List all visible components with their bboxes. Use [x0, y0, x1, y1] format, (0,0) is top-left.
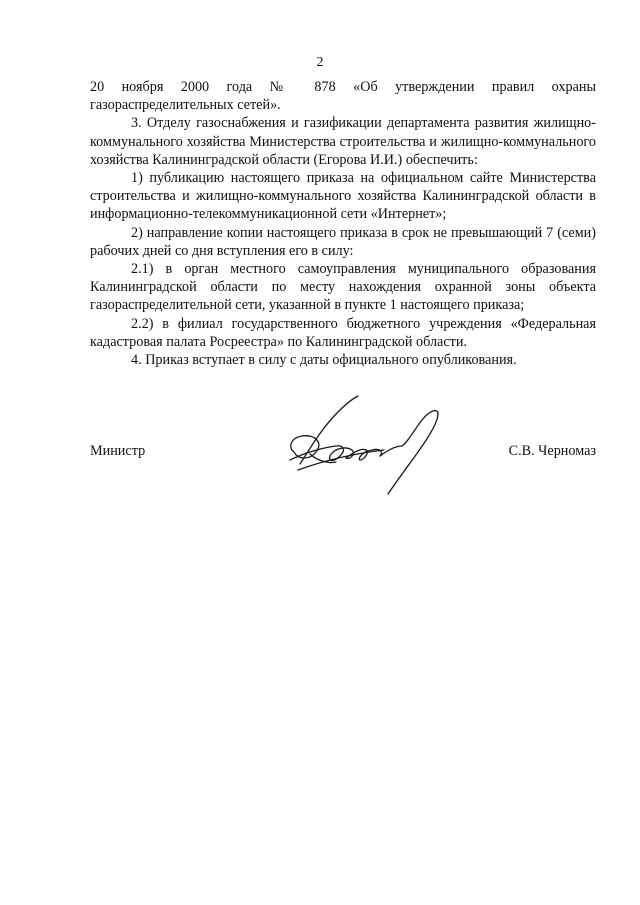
- signatory-name: С.В. Черномаз: [508, 443, 596, 459]
- paragraph-item-3-2: 2) направление копии настоящего приказа в срок не превышающий 7 (семи) рабочих дней со дня вступления его в силу:: [90, 224, 596, 259]
- signatory-title: Министр: [90, 443, 146, 459]
- signature-block: [90, 440, 596, 462]
- paragraph-continuation: 20 ноября 2000 года № 878 «Об утверждении правил охраны газораспределительных сетей».: [90, 79, 596, 114]
- document-body: [90, 78, 596, 369]
- page-number: 2: [316, 55, 324, 70]
- paragraph-item-2-2: 2.2) в филиал государственного бюджетного учреждения «Федеральная кадастровая палата Росреестра» по Калининградской области.: [90, 315, 596, 350]
- paragraph-item-4: 4. Приказ вступает в силу с даты официального опубликования.: [131, 352, 517, 369]
- paragraph-item-3: 3. Отделу газоснабжения и газификации департамента развития жилищно-коммунального хозяйства Министерства строительства и жилищно-коммунального хозяйства Калининградской области (Егорова И.И.) обеспечить:: [90, 115, 596, 168]
- paragraph-item-3-1: 1) публикацию настоящего приказа на официальном сайте Министерства строительства и жилищно-коммунального хозяйства Калининградской области в информационно-телекоммуникационной сети «Интернет»;: [90, 170, 596, 223]
- paragraph-item-2-1: 2.1) в орган местного самоуправления муниципального образования Калининградской области по месту нахождения охранной зоны объекта газораспределительной сети, указанной в пункте 1 настоящего приказа;: [90, 261, 596, 314]
